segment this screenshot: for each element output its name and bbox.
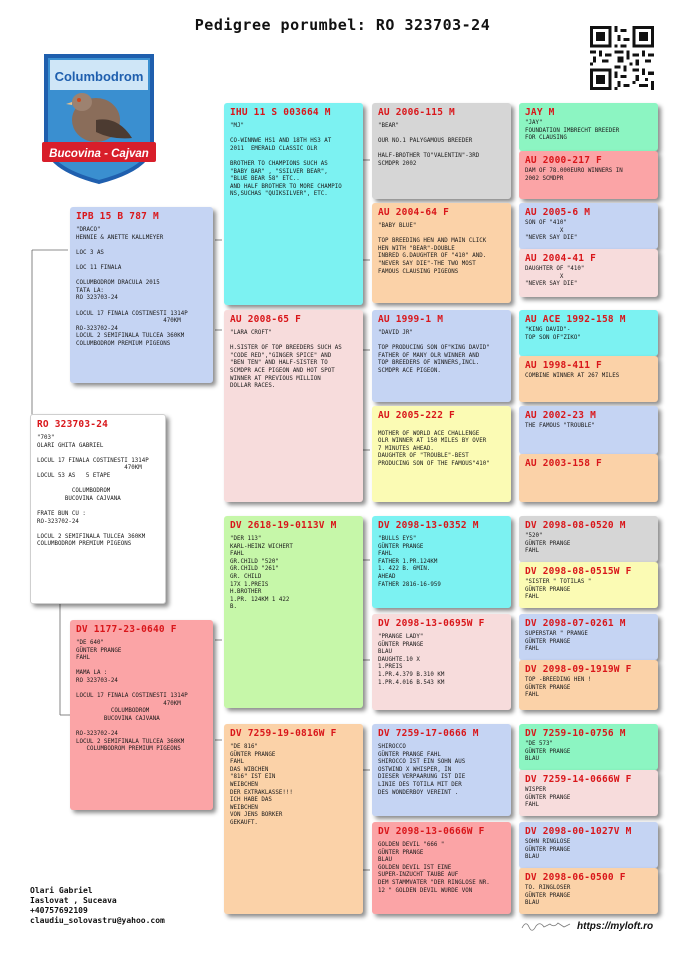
dss-info: "BULLS EYS" GÜNTER PRANGE FAHL FATHER 1.PR.124KM 1. 422 B. 6MIN. AHEAD FATHER 2816-16-959 — [378, 536, 441, 588]
sire-ring: IPB 15 B 787 M — [76, 211, 159, 222]
dds-card — [372, 724, 511, 816]
g4-card-7 — [519, 406, 658, 454]
g4-info-3: SON OF "410" X "NEVER SAY DIE" — [525, 220, 578, 242]
ssd-info: "BABY BLUE" TOP BREEDING HEN AND MAIN CLICK HEN WITH "BEAR"-DOUBLE INBRED G.DAUGHTER OF "410" AND. "NEVER SAY DIE"-THE TWO MOST FAMOUS CLAUSING PIGEONS — [378, 223, 487, 275]
dds-ring: DV 7259-17-0666 M — [378, 728, 479, 739]
g4-ring-11: DV 2098-07-0261 M — [525, 618, 626, 629]
g4-ring-10: DV 2098-08-0515W F — [525, 566, 632, 577]
dam-sire-info: "DER 113" KARL-HEINZ WICHERT FAHL GR.CHILD "520" GR.CHILD "261" GR. CHILD 17X 1.PREIS H.BROTHER 1.PR. 124KM 1 422 B. — [230, 536, 293, 611]
g4-card-9 — [519, 516, 658, 562]
sire-card — [70, 207, 213, 383]
g4-card-3 — [519, 203, 658, 249]
sire-sire-info: "MJ" CO-WINNWE HS1 AND 18TH HS3 AT 2011 EMERALD CLASSIC OLR BROTHER TO CHAMPIONS SUCH AS "BABY BAR" , "SSILVER BEAR", "BLUE BEAR 58" ETC.. AND HALF BROTHER TO MORE CHAMPIO NS,SUCHAS "QUIKSILVER", ETC. — [230, 123, 342, 198]
g4-card-2 — [519, 151, 658, 199]
g4-info-16: TO. RINGLOSER GÜNTER PRANGE BLAU — [525, 885, 571, 907]
dam-card — [70, 620, 213, 810]
g4-card-1 — [519, 103, 658, 151]
g4-ring-14: DV 7259-14-0666W F — [525, 774, 632, 785]
dsd-ring: DV 2098-13-0695W F — [378, 618, 485, 629]
g4-card-8 — [519, 454, 658, 502]
dam-sire-ring: DV 2618-19-0113V M — [230, 520, 337, 531]
dam-dam-card — [224, 724, 363, 914]
g4-info-1: "JAY" FOUNDATION IMBRECHT BREEDER FOR CLAUSING — [525, 120, 620, 142]
g4-ring-6: AU 1998-411 F — [525, 360, 602, 371]
g4-info-12: TOP -BREEDING HEN ! GÜNTER PRANGE FAHL — [525, 677, 592, 699]
subject-ring: RO 323703-24 — [37, 419, 109, 430]
g4-card-16 — [519, 868, 658, 914]
g4-ring-3: AU 2005-6 M — [525, 207, 591, 218]
logo-top-text: Columbodrom — [54, 69, 144, 84]
g4-card-10 — [519, 562, 658, 608]
ddd-info: GOLDEN DEVIL "666 " GÜNTER PRANGE BLAU GOLDEN DEVIL IST EINE SUPER-INZUCHT TAUBE AUF DEM STAMMVATER "DER RINGLOSE NR. 12 " GOLDEN DEVIL WURDE VON — [378, 842, 490, 894]
g4-ring-7: AU 2002-23 M — [525, 410, 597, 421]
sire-sire-ring: IHU 11 S 003664 M — [230, 107, 331, 118]
sss-card — [372, 103, 511, 199]
g4-ring-12: DV 2098-09-1919W F — [525, 664, 632, 675]
g4-ring-9: DV 2098-08-0520 M — [525, 520, 626, 531]
g4-card-12 — [519, 660, 658, 710]
g4-card-13 — [519, 724, 658, 770]
g4-info-6: COMBINE WINNER AT 267 MILES — [525, 373, 620, 379]
sds-ring: AU 1999-1 M — [378, 314, 444, 325]
dam-ring: DV 1177-23-0640 F — [76, 624, 177, 635]
g4-ring-8: AU 2003-158 F — [525, 458, 602, 469]
sire-dam-ring: AU 2008-65 F — [230, 314, 302, 325]
page-title: Pedigree porumbel: RO 323703-24 — [194, 16, 491, 34]
dsd-info: "PRANGE LADY" GÜNTER PRANGE BLAU DAUGHTE.10 X 1.PREIS 1.PR.4.379 B.310 KM 1.PR.4.016 B.543 KM — [378, 634, 445, 686]
dds-info: SHIROCCO GÜNTER PRANGE FAHL SHIROCCO IST EIN SOHN AUS OSTWIND X WHISPER, IN DIESER VERPAARUNG IST DIE LINIE DES TOTILA MIT DER DES WONDERBOY VEREINT . — [378, 744, 466, 796]
g4-info-5: "KING DAVID"- TOP SON OF"ZIKO" — [525, 327, 581, 341]
g4-card-15 — [519, 822, 658, 868]
sds-card — [372, 310, 511, 402]
dam-info: "DE 640" GÜNTER PRANGE FAHL MAMA LA : RO 323703-24 LOCUL 17 FINALA COSTINESTI 1314P 470KM COLUMBODROM BUCOVINA CAJVANA RO-323702-24 LOCUL 2 SEMIFINALA TULCEA 360KM COLUMBODROM PREMIUM PIGEONS — [76, 640, 188, 753]
sire-dam-info: "LARA CROFT" H.SISTER OF TOP BREEDERS SUCH AS "CODE RED","GINGER SPICE" AND "BEN TEN" AND HALF-SISTER TO SCMDPR ACE PIGEON AND HOT SPOT WINNER AT PREVIOUS MILLION DOLLAR RACES. — [230, 330, 342, 390]
g4-ring-2: AU 2000-217 F — [525, 155, 602, 166]
g4-info-14: WISPER GÜNTER PRANGE FAHL — [525, 787, 571, 809]
g4-card-5 — [519, 310, 658, 356]
subject-pigeon-card — [30, 414, 166, 604]
sire-info: "DRACO" HENNIE & ANETTE KALLMEYER LOC 3 AS LOC 11 FINALA COLUMBODROM DRACULA 2015 TATA LA: RO 323703-24 LOCUL 17 FINALA COSTINESTI 1314P 470KM RO-323702-24 LOCUL 2 SEMIFINALA TULCEA 360KM COLUMBODROM PREMIUM PIGEONS — [76, 227, 188, 347]
g4-info-2: DAM OF 78.000EURO WINNERS IN 2002 SCMDPR — [525, 168, 623, 182]
sdd-ring: AU 2005-222 F — [378, 410, 455, 421]
sss-info: "BEAR" OUR NO.1 PALYGAMOUS BREEDER HALF-BROTHER TO"VALENTIN"-3RD SCMDPR 2002 — [378, 123, 480, 167]
website-link[interactable]: https://myloft.ro — [577, 921, 654, 932]
sire-sire-card — [224, 103, 363, 305]
dam-dam-info: "DE 816" GÜNTER PRANGE FAHL DAS WIBCHEN "816" IST EIN WEIBCHEN DER EXTRAKLASSE!!! ICH HABE DAS WEIBCHEN VON JENS BORKER GEKAUFT. — [230, 744, 293, 826]
g4-info-15: SOHN RINGLOSE GÜNTER PRANGE BLAU — [525, 839, 571, 861]
club-logo — [40, 50, 158, 186]
g4-info-13: "DE 573" GÜNTER PRANGE BLAU — [525, 741, 571, 763]
g4-ring-15: DV 2098-00-1027V M — [525, 826, 632, 837]
sdd-card — [372, 406, 511, 502]
subject-info: "703" OLARI GHITA GABRIEL LOCUL 17 FINALA COSTINESTI 1314P 470KM LOCUL 53 AS 5 ETAPE COLUMBODROM BUCOVINA CAJVANA FRATE BUN CU : RO-323702-24 LOCUL 2 SEMIFINALA TULCEA 360KM COLUMBODROM PREMIUM PIGEONS — [37, 435, 149, 548]
g4-info-4: DAUGHTER OF "410" X "NEVER SAY DIE" — [525, 266, 585, 288]
g4-info-7: THE FAMOUS "TROUBLE" — [525, 423, 595, 429]
sds-info: "DAVID JR" TOP PRODUCING SON OF"KING DAVID" FATHER OF MANY OLR WINNER AND TOP BREEDERS OF WINNERS,INCL. SCMDPR ACE PIGEON. — [378, 330, 490, 374]
dam-sire-card — [224, 516, 363, 708]
g4-card-6 — [519, 356, 658, 402]
g4-ring-13: DV 7259-10-0756 M — [525, 728, 626, 739]
owner-contact: Olari Gabriel Iaslovat , Suceava +40757692109 claudiu_solovastru@yahoo.com — [30, 886, 165, 925]
dam-dam-ring: DV 7259-19-0816W F — [230, 728, 337, 739]
ssd-ring: AU 2004-64 F — [378, 207, 450, 218]
qr-code-icon — [590, 26, 654, 90]
g4-ring-16: DV 2098-06-0500 F — [525, 872, 626, 883]
dsd-card — [372, 614, 511, 710]
dss-card — [372, 516, 511, 608]
g4-ring-4: AU 2004-41 F — [525, 253, 597, 264]
ddd-ring: DV 2098-13-0666W F — [378, 826, 485, 837]
logo-bottom-text: Bucovina - Cajvan — [49, 148, 149, 160]
sire-dam-card — [224, 310, 363, 502]
g4-ring-1: JAY M — [525, 107, 555, 118]
sss-ring: AU 2006-115 M — [378, 107, 455, 118]
g4-info-10: "SISTER " TOTILAS " GÜNTER PRANGE FAHL — [525, 579, 592, 601]
ssd-card — [372, 203, 511, 303]
g4-info-11: SUPERSTAR " PRANGE GÜNTER PRANGE FAHL — [525, 631, 588, 653]
g4-ring-5: AU ACE 1992-158 M — [525, 314, 626, 325]
g4-card-4 — [519, 249, 658, 297]
g4-info-9: "520" GÜNTER PRANGE FAHL — [525, 533, 571, 555]
signature-icon — [520, 918, 572, 932]
g4-card-11 — [519, 614, 658, 660]
ddd-card — [372, 822, 511, 914]
sdd-info: MOTHER OF WORLD ACE CHALLENGE OLR WINNER AT 150 MILES BY OVER 7 MINUTES AHEAD. DAUGHTER OF "TROUBLE"-BEST PRODUCING SON OF THE FAMOUS"410" — [378, 430, 490, 467]
g4-card-14 — [519, 770, 658, 816]
dss-ring: DV 2098-13-0352 M — [378, 520, 479, 531]
